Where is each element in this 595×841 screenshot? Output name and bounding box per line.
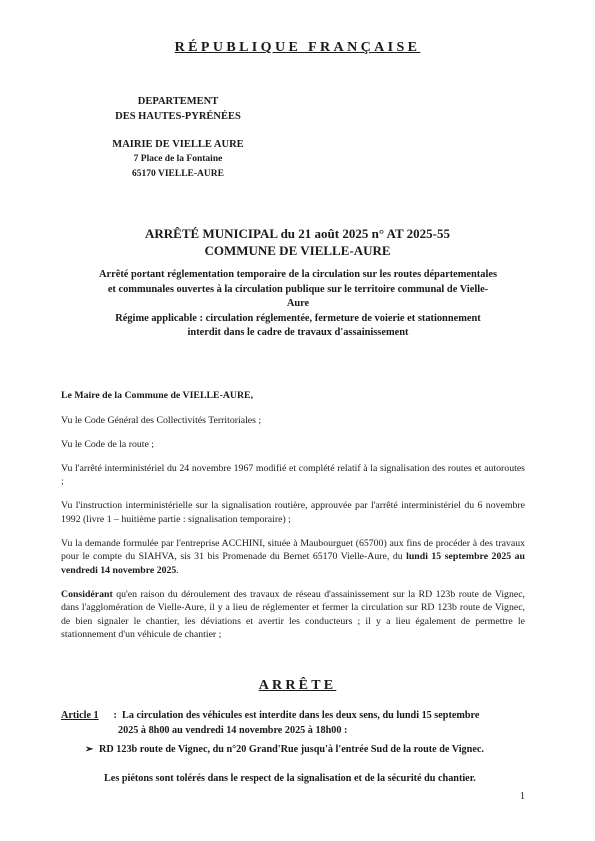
article-1-line1: Article 1 : La circulation des véhicules est interdite dans les deux sens, du lundi 15 septembre (61, 710, 480, 721)
maire-line: Le Maire de la Commune de VIELLE-AURE, (61, 390, 254, 401)
subtitle-line5: interdit dans le cadre de travaux d'assainissement (187, 327, 409, 338)
arrete-subtitle (52, 268, 544, 341)
subtitle-line2: et communales ouvertes à la circulation publique sur le territoire communal de Vielle- (107, 283, 489, 295)
departement-block (108, 94, 248, 124)
title-line2: COMMUNE DE VIELLE-AURE (204, 243, 391, 258)
republique-heading: RÉPUBLIQUE FRANÇAISE (174, 40, 421, 55)
arrete-heading: ARRÊTE (258, 678, 337, 693)
visa-cgct: Vu le Code Général des Collectivités Territoriales ; (61, 414, 262, 426)
arrete-title (60, 225, 535, 259)
mairie-name: MAIRIE DE VIELLE AURE (112, 139, 244, 150)
article-1-bullet: ➢ RD 123b route de Vignec, du n°20 Grand'Rue jusqu'à l'entrée Sud de la route de Vignec. (85, 744, 484, 755)
visa-instruction-1992: Vu l'instruction interministérielle sur la signalisation routière, approuvée par l'arrêté interministériel du 6 novembre 1992 (livre 1 – huitième partie : signalisation temporaire) ; (61, 500, 525, 525)
pietons-line: Les piétons sont tolérés dans le respect de la signalisation et de la sécurité du chantier. (104, 773, 476, 784)
article-1-line2: 2025 à 8h00 au vendredi 14 novembre 2025 à 18h00 : (118, 725, 348, 736)
visa-code-route: Vu le Code de la route ; (61, 438, 154, 450)
subtitle-line1: Arrêté portant réglementation temporaire de la circulation sur les routes départementales (98, 269, 498, 280)
visas-body (61, 389, 525, 652)
subtitle-line3: Aure (286, 298, 310, 309)
mairie-address-line2: 65170 VIELLE-AURE (132, 169, 224, 179)
dash-icon: ➢ (85, 744, 94, 755)
mairie-address-line1: 7 Place de la Fontaine (133, 154, 223, 164)
departement-line2: DES HAUTES-PYRÉNÉES (115, 111, 241, 122)
mairie-block (92, 137, 264, 182)
departement-line1: DEPARTEMENT (137, 96, 219, 107)
visa-demande: Vu la demande formulée par l'entreprise ACCHINI, située à Maubourguet (65700) aux fins de procéder à des travaux pour le compte du SIAHVA, sis 31 bis Promenade du Bernet 65170 Vielle-Aure, du lundi 15 septembre 2025 au vendredi 14 novembre 2025. (61, 537, 525, 576)
title-line1: ARRÊTÉ MUNICIPAL du 21 août 2025 n° AT 2025-55 (145, 226, 450, 241)
subtitle-line4: Régime applicable : circulation réglementée, fermeture de voierie et stationnement (115, 312, 481, 324)
article-1-label: Article 1 (61, 710, 99, 721)
considerant: Considérant qu'en raison du déroulement des travaux de réseau d'assainissement sur la RD 123b route de Vignec, dans l'agglomération de Vielle-Aure, il y a lieu de réglementer et fermer la circulation sur RD 123b route de Vignec, de bien signaler le chantier, les déviations et avertir les conducteurs ; il y a lieu également de permettre le stationnement d'un véhicule de chantier ; (61, 588, 525, 640)
article-1 (61, 708, 531, 738)
page-number: 1 (520, 791, 525, 802)
visa-arrete-1967: Vu l'arrêté interministériel du 24 novembre 1967 modifié et complété relatif à la signalisation des routes et autoroutes ; (61, 462, 525, 487)
